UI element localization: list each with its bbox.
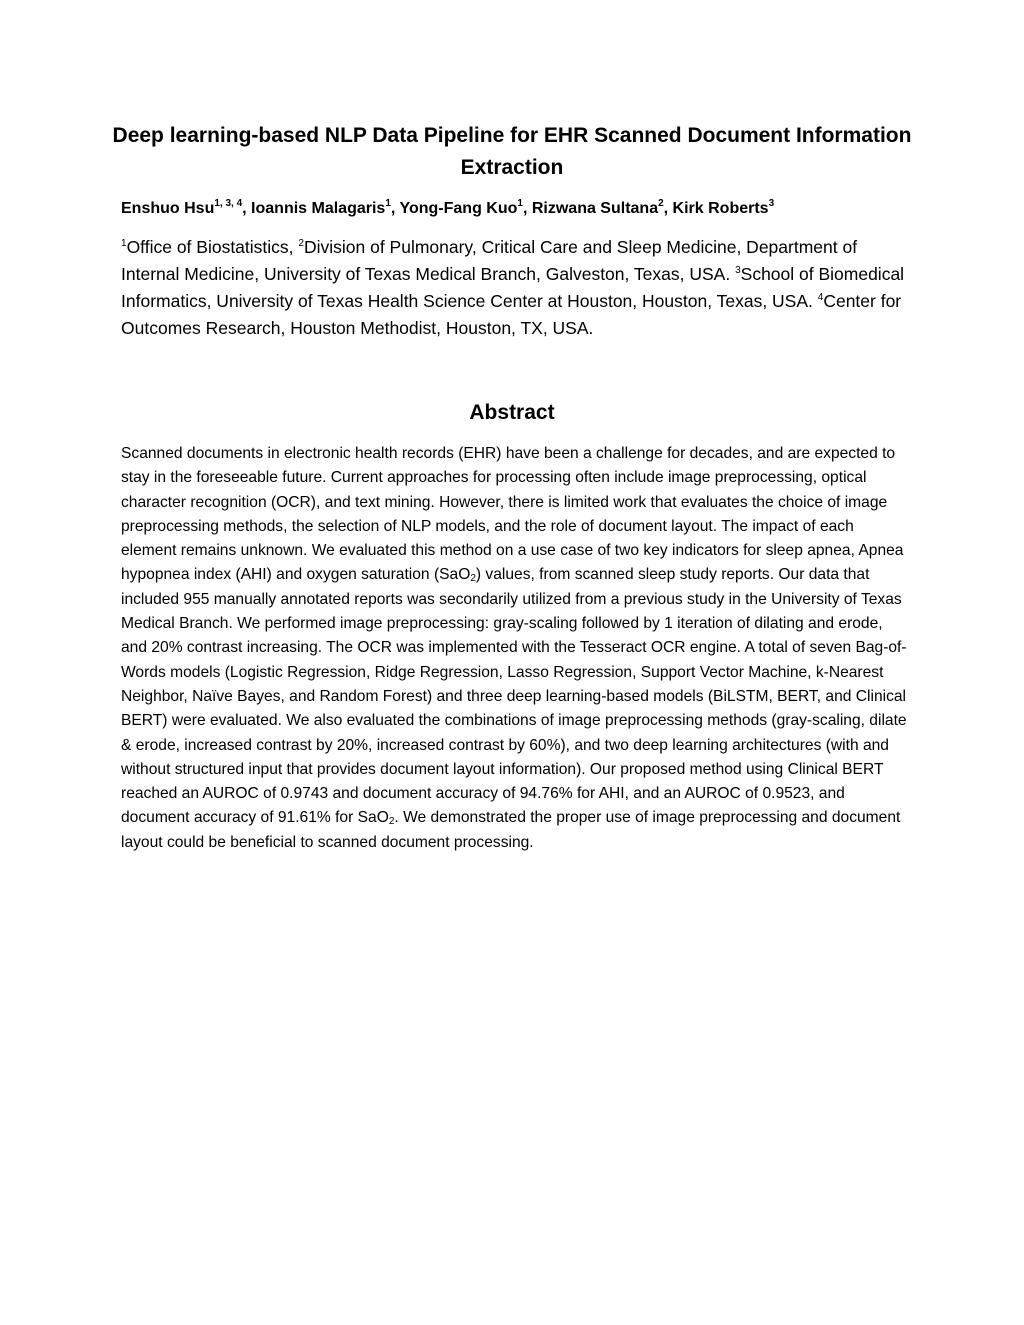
author-name: Rizwana Sultana	[531, 200, 659, 217]
abstract-heading: Abstract	[469, 401, 555, 424]
author-name: Yong-Fang Kuo	[399, 200, 518, 217]
author-affiliation-marker: 1	[385, 198, 391, 209]
author-separator: ,	[242, 200, 252, 217]
affiliation-text: Office of Biostatistics,	[126, 237, 299, 257]
abstract-text: . We demonstrated the proper use of image preprocessing and document layout could be beneficial to scanned document processing.	[121, 809, 901, 851]
affiliation-marker: 3	[735, 265, 741, 276]
affiliation-marker: 1	[121, 238, 127, 249]
author-list	[121, 195, 911, 223]
abstract-text: ) values, from scanned sleep study reports. Our data that included 955 manually annotated reports was secondarily utilized from a previous study in the University of Texas Medical Branch. We performed image preprocessing: gray-scaling followed by 1 iteration of dilating and erode, and 20% contrast increasing. The OCR was implemented with the Tesseract OCR engine. A total of seven Bag-of-Words models (Logistic Regression, Ridge Regression, Lasso Regression, Support Vector Machine, k-Nearest Neighbor, Naïve Bayes, and Random Forest) and three deep learning-based models (BiLSTM, BERT, and Clinical BERT) were evaluated. We also evaluated the combinations of image preprocessing methods (gray-scaling, dilate & erode, increased contrast by 20%, increased contrast by 60%), and two deep learning architectures (with and without structured input that provides document layout information). Our proposed method using Clinical BERT reached an AUROC of 0.9743 and document accuracy of 94.76% for AHI, and an AUROC of 0.9523, and document accuracy of 91.61% for SaO	[121, 566, 907, 827]
author-affiliation-marker: 1	[517, 198, 523, 209]
affiliation-text: Division of Pulmonary, Critical Care and Sleep Medicine, Department of Internal Medicine, University of Texas Medical Branch, Galveston, Texas, USA.	[121, 237, 858, 284]
author-separator: ,	[522, 200, 532, 217]
author-affiliation-marker: 3	[768, 198, 775, 209]
author-name: Enshuo Hsu	[121, 200, 215, 217]
author-affiliation-marker: 1, 3, 4	[214, 198, 243, 209]
author-name: Kirk Roberts	[672, 200, 769, 217]
author-name: Ioannis Malagaris	[251, 200, 386, 217]
affiliation-marker: 4	[817, 292, 824, 303]
paper-title: Deep learning-based NLP Data Pipeline for EHR Scanned Document Information Extraction	[112, 124, 912, 179]
affiliation-marker: 2	[298, 238, 304, 249]
author-affiliation-marker: 2	[658, 198, 664, 209]
author-separator: ,	[663, 200, 673, 217]
subscript: 2	[470, 573, 476, 585]
affiliation-text: Center for Outcomes Research, Houston Methodist, Houston, TX, USA.	[121, 291, 902, 338]
abstract-body	[121, 442, 911, 855]
affiliation-text: School of Biomedical Informatics, University of Texas Health Science Center at Houston, Houston, Texas, USA.	[121, 264, 905, 311]
abstract-text: Scanned documents in electronic health records (EHR) have been a challenge for decades, and are expected to stay in the foreseeable future. Current approaches for processing often include image preprocessing, optical character recognition (OCR), and text mining. However, there is limited work that evaluates the choice of image preprocessing methods, the selection of NLP models, and the role of document layout. The impact of each element remains unknown. We evaluated this method on a use case of two key indicators for sleep apnea, Apnea hypopnea index (AHI) and oxygen saturation (SaO	[121, 445, 904, 584]
author-separator: ,	[390, 200, 400, 217]
affiliations	[121, 234, 911, 342]
subscript: 2	[388, 816, 395, 828]
